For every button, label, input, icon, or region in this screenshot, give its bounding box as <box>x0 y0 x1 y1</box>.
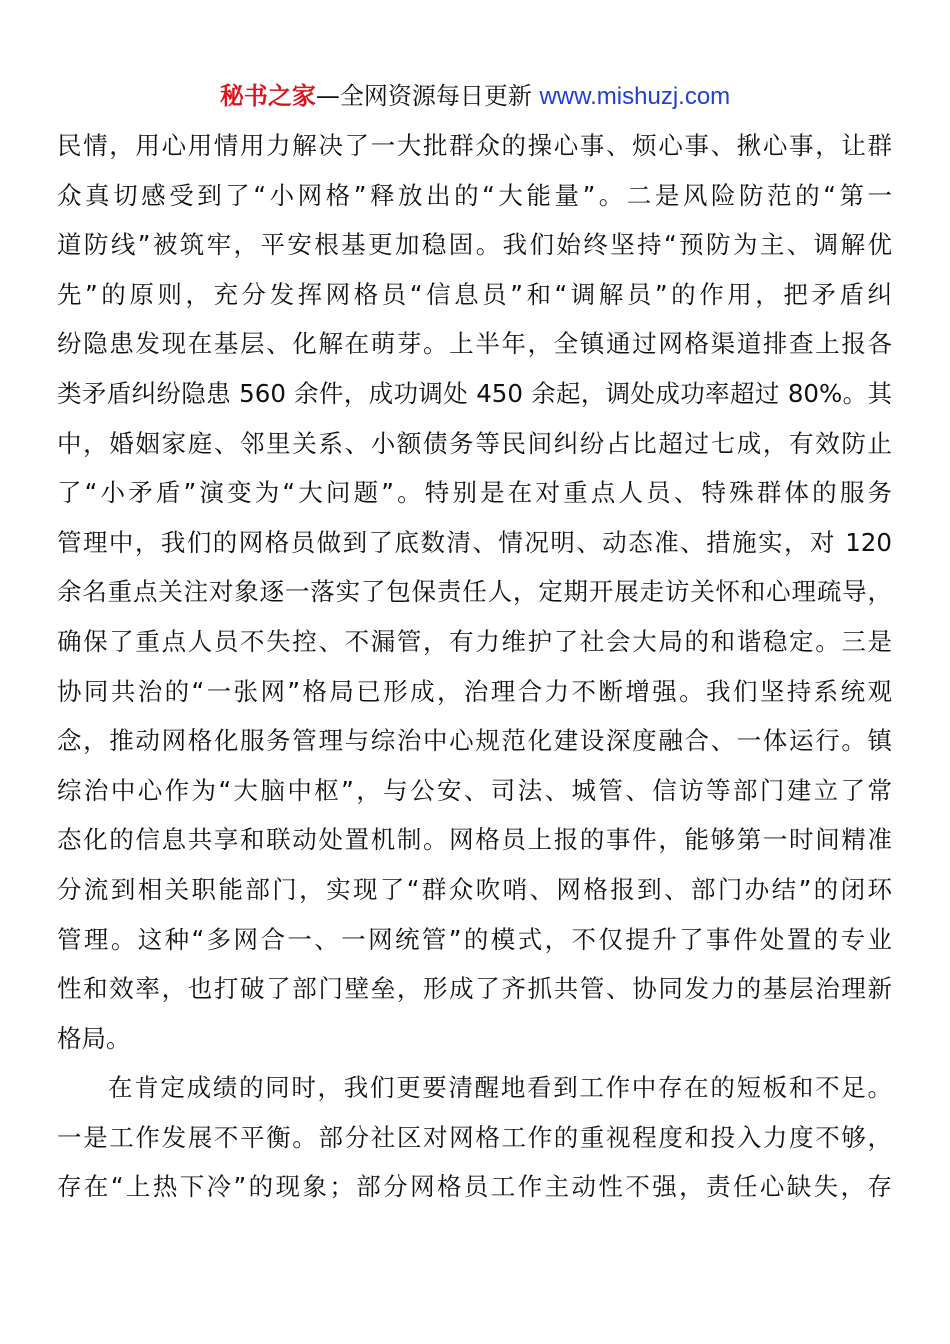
text-line: 确保了重点人员不失控、不漏管，有力维护了社会大局的和谐稳定。三是 <box>57 626 892 656</box>
text-line: 了“小矛盾”演变为“大问题”。特别是在对重点人员、特殊群体的服务 <box>57 478 892 508</box>
text-line: 众真切感受到了“小网格”释放出的“大能量”。二是风险防范的“第一 <box>57 180 892 210</box>
text-line: 分流到相关职能部门，实现了“群众吹哨、网格报到、部门办结”的闭环 <box>57 874 892 904</box>
text-line: 综治中心作为“大脑中枢”，与公安、司法、城管、信访等部门建立了常 <box>57 775 892 805</box>
text-line: 格局。 <box>57 1023 131 1053</box>
text-line: 民情，用心用情用力解决了一大批群众的操心事、烦心事、揪心事，让群 <box>57 131 892 160</box>
brand-name: 秘书之家 <box>219 82 316 110</box>
text-line: 念，推动网格化服务管理与综治中心规范化建设深度融合、一体运行。镇 <box>57 726 892 756</box>
text-line: 管理。这种“多网合一、一网统管”的模式，不仅提升了事件处置的专业 <box>57 924 892 954</box>
paragraph-first-line: 在肯定成绩的同时，我们更要清醒地看到工作中存在的短板和不足。 <box>108 1073 892 1103</box>
text-line: 一是工作发展不平衡。部分社区对网格工作的重视程度和投入力度不够， <box>57 1122 892 1152</box>
header-tagline: —全网资源每日更新 <box>315 82 540 110</box>
text-line: 先”的原则，充分发挥网格员“信息员”和“调解员”的作用，把矛盾纠 <box>57 279 892 309</box>
text-line: 道防线”被筑牢，平安根基更加稳固。我们始终坚持“预防为主、调解优 <box>57 230 892 260</box>
text-line: 协同共治的“一张网”格局已形成，治理合力不断增强。我们坚持系统观 <box>57 676 892 706</box>
text-line: 余名重点关注对象逐一落实了包保责任人，定期开展走访关怀和心理疏导， <box>57 577 892 607</box>
text-line: 类矛盾纠纷隐患 560 余件，成功调处 450 余起，调处成功率超过 80%。其 <box>57 378 892 408</box>
text-line: 态化的信息共享和联动处置机制。网格员上报的事件，能够第一时间精准 <box>57 825 892 855</box>
text-line: 中，婚姻家庭、邻里关系、小额债务等民间纠纷占比超过七成，有效防止 <box>57 428 892 458</box>
page-header <box>0 78 950 115</box>
text-line: 管理中，我们的网格员做到了底数清、情况明、动态准、措施实，对 120 <box>57 527 892 557</box>
text-line: 性和效率，也打破了部门壁垒，形成了齐抓共管、协同发力的基层治理新 <box>57 974 892 1004</box>
site-url-link[interactable]: www.mishuzj.com <box>539 83 731 110</box>
text-line: 纷隐患发现在基层、化解在萌芽。上半年，全镇通过网格渠道排查上报各 <box>57 329 892 359</box>
text-line: 存在“上热下冷”的现象；部分网格员工作主动性不强，责任心缺失，存 <box>57 1172 892 1202</box>
document-body <box>57 121 892 1212</box>
